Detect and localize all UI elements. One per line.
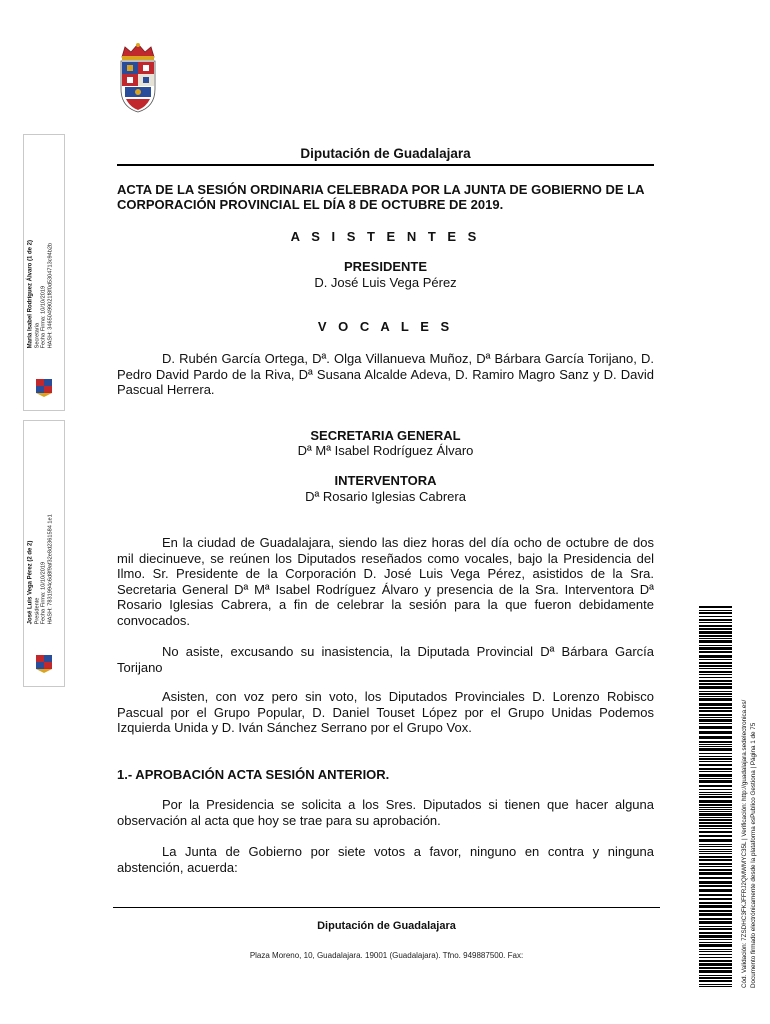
signature-1-date: Fecha Firma: 10/10/2019 bbox=[40, 285, 47, 348]
signature-seal-icon bbox=[33, 652, 55, 674]
barcode-bar bbox=[699, 949, 732, 950]
president-name: D. José Luis Vega Pérez bbox=[314, 275, 457, 290]
barcode-bar bbox=[699, 758, 732, 760]
signature-box-2 bbox=[23, 420, 65, 687]
footer-address: Plaza Moreno, 10, Guadalajara. 19001 (Guadalajara). Tfno. 949887500. Fax: bbox=[249, 951, 524, 960]
barcode-bar bbox=[699, 647, 732, 650]
barcode-bar bbox=[699, 794, 732, 795]
signature-2-name: José Luis Vega Pérez (2 de 2) bbox=[27, 540, 34, 624]
barcode-bar bbox=[699, 771, 732, 772]
barcode-bar bbox=[699, 869, 732, 871]
barcode-bar bbox=[699, 849, 732, 850]
barcode-bar bbox=[699, 717, 732, 718]
barcode-bar bbox=[699, 905, 732, 908]
secretary-name: Dª Mª Isabel Rodríguez Álvaro bbox=[297, 443, 474, 458]
barcode-bar bbox=[699, 785, 732, 787]
barcode-bar bbox=[699, 846, 732, 847]
signature-2-date: Fecha Firma: 10/10/2019 bbox=[40, 561, 47, 624]
barcode-bar bbox=[699, 710, 732, 712]
barcode-bar bbox=[699, 960, 732, 962]
coat-of-arms-logo bbox=[116, 41, 160, 113]
barcode-bar bbox=[699, 753, 732, 754]
barcode-bar bbox=[699, 698, 732, 701]
barcode-bar bbox=[699, 780, 732, 783]
barcode-bar bbox=[699, 902, 732, 904]
barcode-bar bbox=[699, 851, 732, 852]
barcode-bar bbox=[699, 619, 732, 621]
barcode-bar bbox=[699, 939, 732, 940]
attendees-heading: A S I S T E N T E S bbox=[290, 229, 481, 244]
barcode-bar bbox=[699, 894, 732, 896]
barcode-bar bbox=[699, 796, 732, 798]
barcode-bar bbox=[699, 951, 732, 952]
barcode-bar bbox=[699, 631, 732, 634]
barcode-bar bbox=[699, 800, 732, 803]
barcode-bar bbox=[699, 811, 732, 812]
barcode-bar bbox=[699, 856, 732, 858]
barcode-bar bbox=[699, 741, 732, 743]
barcode-bar bbox=[699, 744, 732, 745]
footer-divider bbox=[113, 907, 660, 908]
barcode-bar bbox=[699, 963, 732, 966]
barcode-bar bbox=[699, 622, 732, 623]
barcode-bar bbox=[699, 970, 732, 973]
section-1-title: 1.- APROBACIÓN ACTA SESIÓN ANTERIOR. bbox=[117, 767, 390, 782]
barcode-bar bbox=[699, 628, 732, 630]
barcode-bar bbox=[699, 748, 732, 751]
footer-institution: Diputación de Guadalajara bbox=[317, 920, 456, 932]
barcode-bar bbox=[699, 828, 732, 829]
document-header: Diputación de Guadalajara bbox=[300, 146, 471, 161]
barcode-bar bbox=[699, 863, 732, 865]
barcode-bar bbox=[699, 659, 732, 660]
barcode-bar bbox=[699, 723, 732, 724]
barcode-bar bbox=[699, 662, 732, 664]
verification-text bbox=[740, 700, 758, 988]
signature-1-role: Secretaria bbox=[34, 322, 41, 348]
barcode-bar bbox=[699, 671, 732, 673]
signature-1-name: María Isabel Rodríguez Álvaro (1 de 2) bbox=[27, 239, 34, 348]
barcode-bar bbox=[699, 913, 732, 916]
vocales-heading: V O C A L E S bbox=[317, 319, 454, 334]
barcode-bar bbox=[699, 778, 732, 779]
barcode-bar bbox=[699, 928, 732, 930]
comptroller-name: Dª Rosario Iglesias Cabrera bbox=[305, 489, 466, 504]
barcode-bar bbox=[699, 677, 732, 678]
barcode-bar bbox=[699, 980, 732, 982]
barcode-bar bbox=[699, 764, 732, 766]
barcode-bar bbox=[699, 977, 732, 979]
barcode-bar bbox=[699, 866, 732, 867]
barcode-bar bbox=[699, 831, 732, 833]
body-paragraph-5: La Junta de Gobierno por siete votos a favor, ninguno en contra y ninguna abstención, acuerda: bbox=[117, 844, 654, 875]
vocales-paragraph: D. Rubén García Ortega, Dª. Olga Villanueva Muñoz, Dª Bárbara García Torijano, D. Pedro David Pardo de la Riva, Dª Susana Alcalde Adeva, D. Ramiro Magro Sanz y D. David Pascual Herrera. bbox=[117, 351, 654, 398]
barcode-bar bbox=[699, 898, 732, 900]
barcode-bar bbox=[699, 736, 732, 739]
barcode-bar bbox=[699, 625, 732, 627]
barcode-bar bbox=[699, 957, 732, 958]
barcode-bar bbox=[699, 807, 732, 808]
barcode-bar bbox=[699, 726, 732, 729]
barcode-bar bbox=[699, 651, 732, 653]
barcode-bar bbox=[699, 817, 732, 818]
signature-2-role: Presidente bbox=[34, 597, 41, 624]
barcode-bar bbox=[699, 693, 732, 695]
body-paragraph-1: En la ciudad de Guadalajara, siendo las diez horas del día ocho de octubre de dos mil diecinueve, se reúnen los Diputados reseñados como vocales, bajo la Presidencia del Ilmo. Sr. Presidente de la Corporación D. José Luis Vega Pérez, asistidos de la Sra. Secretaria General Dª Mª Isabel Rodríguez Álvaro y presencia de la Sra. Interventora Dª Rosario Iglesias Cabrera, a fin de celebrar la sesión para la que fueron debidamente convocados. bbox=[117, 535, 654, 628]
barcode-bar bbox=[699, 640, 732, 643]
barcode-bar bbox=[699, 761, 732, 762]
barcode-bar bbox=[699, 872, 732, 875]
barcode-bar bbox=[699, 655, 732, 658]
barcode-bar bbox=[699, 839, 732, 842]
header-divider bbox=[117, 164, 654, 166]
barcode-bar bbox=[699, 813, 732, 816]
president-label: PRESIDENTE bbox=[343, 259, 428, 274]
barcode-bar bbox=[699, 606, 732, 608]
barcode-bar bbox=[699, 665, 732, 667]
barcode-bar bbox=[699, 703, 732, 706]
barcode-bar bbox=[699, 822, 732, 824]
barcode-bar bbox=[699, 942, 732, 943]
signature-seal-icon bbox=[33, 376, 55, 398]
barcode-bar bbox=[699, 635, 732, 637]
signature-1-hash: HASH: 34650499021f8f0d5304713c94b2b bbox=[47, 242, 54, 348]
body-paragraph-4: Por la Presidencia se solicita a los Sres. Diputados si tienen que hacer alguna observación al acta que hoy se trae para su aprobación. bbox=[117, 797, 654, 828]
barcode-bar bbox=[699, 774, 732, 777]
secretary-label: SECRETARIA GENERAL bbox=[310, 428, 461, 443]
verification-code-line: Cód. Validación: 7ZSDHC3FKJFFRJ2QMWMYC35L | Verificación: http://guadalajara.sedelectronica.es/ bbox=[741, 699, 748, 988]
barcode-bar bbox=[699, 668, 732, 669]
barcode-bar bbox=[699, 691, 732, 692]
barcode-bar bbox=[699, 853, 732, 854]
barcode-bar bbox=[699, 789, 732, 790]
barcode-bar bbox=[699, 935, 732, 938]
barcode-bar bbox=[699, 877, 732, 879]
signature-1-text bbox=[28, 240, 54, 348]
barcode-bar bbox=[699, 819, 732, 821]
barcode-bar bbox=[699, 714, 732, 716]
barcode-bar bbox=[699, 944, 732, 947]
barcode-bar bbox=[699, 921, 732, 924]
barcode-bar bbox=[699, 680, 732, 682]
barcode-bar bbox=[699, 638, 732, 639]
barcode-bar bbox=[699, 926, 732, 927]
barcode-bar bbox=[699, 683, 732, 685]
barcode-bar bbox=[699, 825, 732, 827]
barcode-bar bbox=[699, 881, 732, 884]
barcode-bar bbox=[699, 859, 732, 861]
barcode-bar bbox=[699, 986, 732, 987]
barcode-bar bbox=[699, 707, 732, 709]
barcode-bar bbox=[699, 844, 732, 845]
barcode-bar bbox=[699, 612, 732, 614]
barcode-bar bbox=[699, 804, 732, 806]
barcode-bar bbox=[699, 792, 732, 793]
barcode-bar bbox=[699, 932, 732, 934]
signature-box-1 bbox=[23, 134, 65, 411]
barcode-bar bbox=[699, 885, 732, 887]
signature-2-text bbox=[28, 514, 54, 624]
barcode-bar bbox=[699, 719, 732, 722]
barcode-bar bbox=[699, 954, 732, 955]
barcode-bar bbox=[699, 768, 732, 770]
barcode-bar bbox=[699, 746, 732, 747]
body-paragraph-3: Asisten, con voz pero sin voto, los Diputados Provinciales D. Lorenzo Robisco Pascual por el Grupo Popular, D. Daniel Touset López por el Grupo Unidas Podemos Izquierda Unida y D. Iván Sánchez Serrano por el Grupo Vox. bbox=[117, 689, 654, 736]
document-title: ACTA DE LA SESIÓN ORDINARIA CELEBRADA POR LA JUNTA DE GOBIERNO DE LA CORPORACIÓN PROVINCIAL EL DÍA 8 DE OCTUBRE DE 2019. bbox=[117, 182, 644, 212]
barcode-bar bbox=[699, 889, 732, 892]
barcode-bar bbox=[699, 674, 732, 675]
barcode-bar bbox=[699, 967, 732, 969]
barcode-bar bbox=[699, 696, 732, 697]
barcode-bar bbox=[699, 686, 732, 689]
barcode-bar bbox=[699, 645, 732, 646]
barcode-bar bbox=[699, 756, 732, 757]
body-paragraph-2: No asiste, excusando su inasistencia, la Diputada Provincial Dª Bárbara García Torijano bbox=[117, 644, 654, 675]
barcode-bar bbox=[699, 835, 732, 837]
barcode-bar bbox=[699, 610, 732, 611]
barcode-bar bbox=[699, 984, 732, 985]
barcode-bar bbox=[699, 616, 732, 617]
signature-2-hash: HASH: 7831994c6d8f9af32e8d2361584 1e1 bbox=[47, 513, 54, 624]
barcode-bar bbox=[699, 731, 732, 734]
comptroller-label: INTERVENTORA bbox=[334, 473, 437, 488]
barcode-bar bbox=[699, 918, 732, 920]
verification-barcode bbox=[699, 606, 732, 988]
barcode-bar bbox=[699, 975, 732, 976]
barcode-bar bbox=[699, 809, 732, 810]
barcode-bar bbox=[699, 910, 732, 912]
verification-page-line: Documento firmado electrónicamente desde la plataforma esPublico Gestiona | Página 1 de 75 bbox=[750, 722, 757, 988]
